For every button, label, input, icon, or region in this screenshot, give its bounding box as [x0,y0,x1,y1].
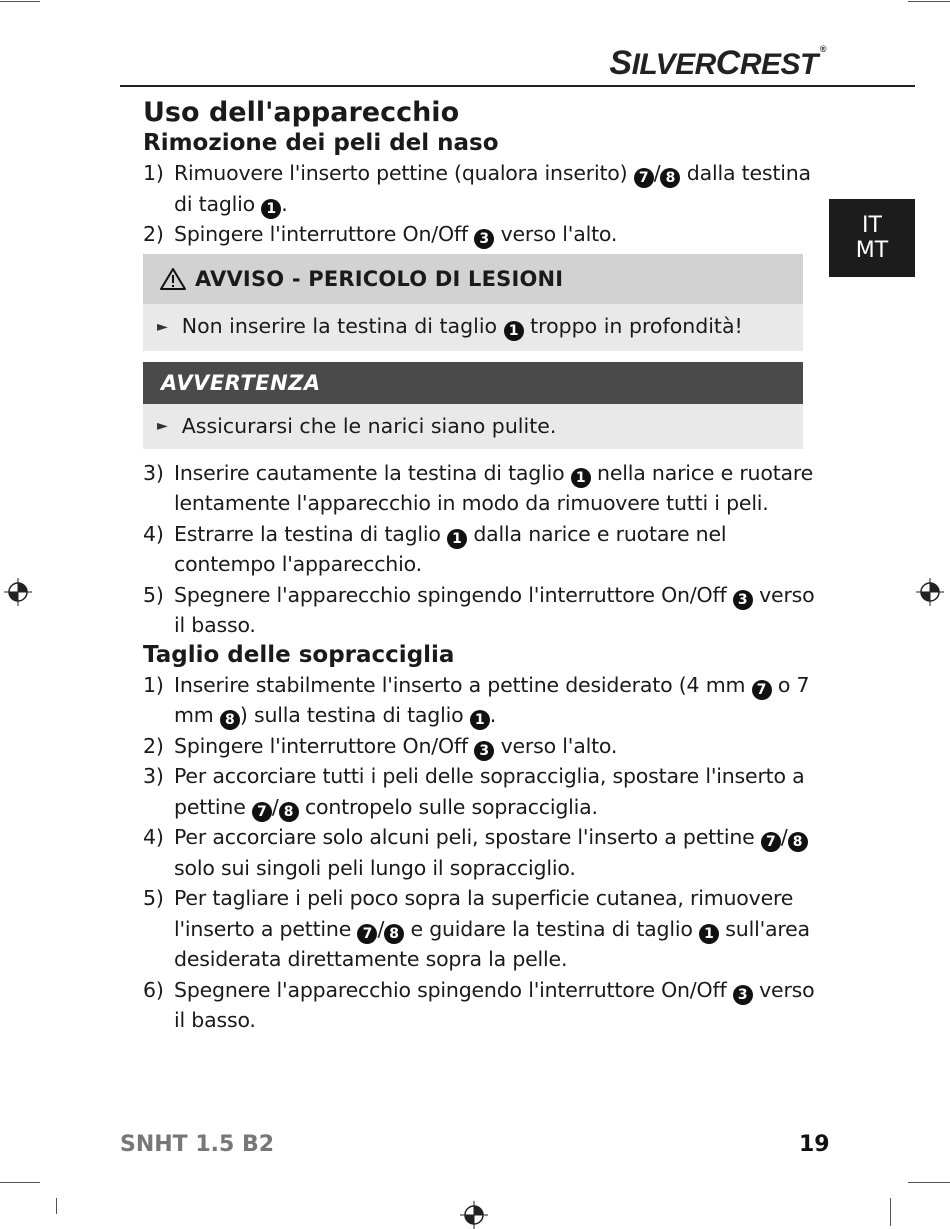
step-text: Assicurarsi che le narici siano pulite. [181,414,557,438]
list-item [143,519,823,580]
note-header [143,362,803,404]
part-reference-badge: 7 [752,680,772,700]
step-text: Spingere l'interruttore On/Off [174,222,475,246]
step-number: 6) [143,977,164,1002]
step-text: ) sulla testina di taglio [239,703,470,727]
warning-triangle-icon [159,267,187,291]
list-item [143,670,823,731]
step-text: Inserire stabilmente l'inserto a pettine desiderato (4 mm [174,672,752,697]
part-reference-badge: 3 [474,229,494,249]
part-reference-badge: 7 [761,832,781,852]
step-number: 1) [143,672,164,697]
step-text: Inserire cautamente la testina di taglio [174,460,571,485]
step-number: 5) [143,886,164,910]
section-title: Uso dell'apparecchio [143,97,460,128]
steps-list [143,458,823,641]
main-content [143,96,823,1036]
language-code: MT [855,238,889,263]
step-number: 5) [143,582,164,607]
footer-model: SNHT 1.5 B2 [120,1132,275,1157]
part-reference-badge: 1 [504,321,524,341]
part-reference-badge: 1 [571,468,591,488]
step-text: dalla narice e ruotare nel contempo l'apparecchio. [174,521,727,576]
step-text: Spegnere l'apparecchio spingendo l'interruttore On/Off [174,977,733,1002]
part-reference-badge: 1 [447,529,467,549]
list-item [143,158,823,219]
list-item [143,883,823,975]
note-text [182,414,557,438]
crop-mark [908,1182,950,1183]
part-reference-badge: 7 [634,168,654,188]
step-text: solo sui singoli peli lungo il sopracciglio. [174,855,576,880]
step-text: Rimuovere l'inserto pettine (qualora inserito) [174,161,634,185]
bullet-arrow-icon: ► [157,319,168,335]
step-text: verso l'alto. [494,733,618,758]
step-text: / [377,916,385,941]
steps-list [143,670,823,1036]
step-number: 3) [143,460,164,485]
list-item [143,761,823,822]
step-text: / [653,161,661,185]
language-code: IT [862,213,882,238]
language-tab [829,199,915,277]
registration-mark-icon [4,578,32,606]
warning-header [143,254,803,304]
note-body [143,404,803,449]
list-item [143,580,823,641]
list-item [143,975,823,1036]
list-item [143,731,823,762]
step-number: 2) [143,222,164,246]
step-text: verso l'alto. [494,222,618,246]
step-text: Estrarre la testina di taglio [174,521,448,546]
warning-body [143,304,803,351]
list-item [143,458,823,519]
step-text: / [271,794,279,819]
registration-mark-icon [460,1201,488,1229]
step-number: 1) [143,161,164,185]
step-number: 2) [143,733,164,758]
part-reference-badge: 1 [699,924,719,944]
step-text: verso il basso. [174,582,815,637]
step-number: 4) [143,825,164,849]
note-title: AVVERTENZA [161,370,321,395]
step-text: e guidare la testina di taglio [404,916,699,941]
subsection-title-eyebrows: Taglio delle sopracciglia [143,641,455,668]
step-number: 4) [143,521,164,546]
step-number: 3) [143,764,164,788]
list-item [143,822,823,883]
part-reference-badge: 1 [261,199,281,219]
header-rule [120,85,915,87]
step-text: verso il basso. [174,977,815,1032]
step-text: o 7 mm [174,672,810,727]
step-text: Spingere l'interruttore On/Off [174,733,475,758]
step-text: dalla testina di taglio [174,161,811,216]
part-reference-badge: 3 [733,590,753,610]
step-text: sull'area desiderata direttamente sopra la pelle. [174,916,810,971]
step-text: . [489,703,497,727]
crop-mark [56,1198,57,1214]
step-text: contropelo sulle sopracciglia. [298,794,598,819]
page-number: 19 [799,1132,830,1157]
step-text: nella narice e ruotare lentamente l'apparecchio in modo da rimuovere tutti i peli. [174,460,814,515]
step-text: Per accorciare solo alcuni peli, spostare l'inserto a pettine [174,825,761,849]
part-reference-badge: 1 [470,710,490,730]
step-text: Spegnere l'apparecchio spingendo l'interruttore On/Off [174,582,733,607]
warning-title: AVVISO - PERICOLO DI LESIONI [195,266,564,291]
step-text: Non inserire la testina di taglio [181,313,504,338]
part-reference-badge: 8 [279,802,299,822]
step-text: troppo in profondità! [523,313,743,338]
step-text: / [780,825,788,849]
part-reference-badge: 8 [384,924,404,944]
step-text: Per tagliare i peli poco sopra la superficie cutanea, rimuovere l'inserto a pettine [174,886,794,941]
brand-logo: SILVERCREST ® [609,44,826,82]
step-text: . [281,191,288,216]
warning-box [143,254,803,351]
crop-mark [0,1,40,2]
subsection-title-nose: Rimozione dei peli del naso [143,130,499,156]
crop-mark [0,1182,40,1183]
registration-mark-icon [916,578,944,606]
part-reference-badge: 8 [788,832,808,852]
part-reference-badge: 8 [220,710,240,730]
crop-mark [908,1,950,2]
part-reference-badge: 7 [252,802,272,822]
part-reference-badge: 8 [660,168,680,188]
step-text: Per accorciare tutti i peli delle sopracciglia, spostare l'inserto a pettine [174,764,805,819]
steps-list [143,158,823,250]
crop-mark [890,1198,891,1226]
list-item [143,219,823,250]
bullet-arrow-icon: ► [157,418,168,434]
part-reference-badge: 3 [474,741,494,761]
part-reference-badge: 7 [357,924,377,944]
note-box [143,362,803,449]
warning-text [182,314,743,341]
part-reference-badge: 3 [733,985,753,1005]
